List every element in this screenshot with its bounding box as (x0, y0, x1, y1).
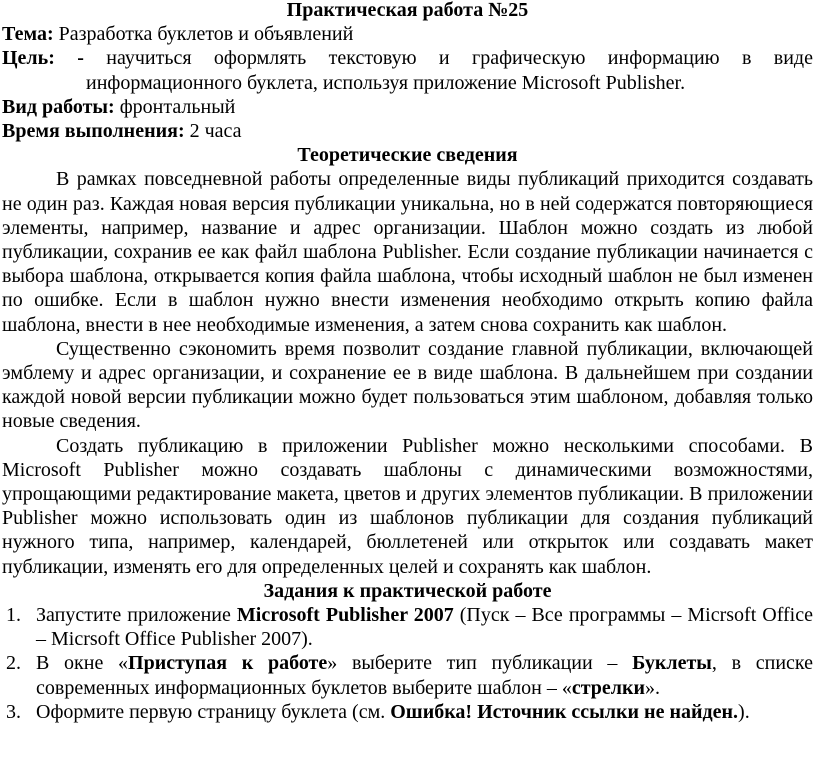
task-text-part: ). (738, 700, 750, 723)
task-text-part: , в списке современных информационных буклетов выберите шаблон – « (36, 652, 814, 699)
task-text-part: (Пуск – Все программы – Micrsoft Office – Micrsoft Office Publisher 2007). (36, 604, 813, 651)
work-type-line (2, 95, 813, 119)
task-text (36, 651, 813, 699)
task-number: 2. (6, 652, 21, 675)
document-title: Практическая работа №25 (286, 0, 529, 21)
duration-line (2, 119, 813, 143)
topic-value: Разработка буклетов и объявлений (53, 23, 354, 46)
task-text-part: Оформите первую страницу буклета (см. (36, 700, 391, 723)
task-bold-part: Буклеты (632, 652, 712, 675)
work-type-value: фронтальный (114, 95, 236, 118)
task-bold-part: Приступая к работе (128, 652, 328, 675)
goal-dash: - (54, 47, 107, 70)
task-item (2, 603, 813, 651)
document-page (2, 0, 813, 724)
tasks-list (2, 603, 813, 724)
task-text-part: » выберите тип публикации – (327, 652, 633, 675)
theory-paragraph: В рамках повседневной работы определенные виды публикаций приходится создавать не один раз. Каждая новая версия публикации уникальна, но в ней содержатся повторяющиеся элементы, например, название и адрес организации. Шаблон можно создать из любой публикации, сохранив ее как файл шаблона Publisher. Если создание публикации начинается с выбора шаблона, открывается копия файла шаблона, чтобы исходный шаблон не был изменен по ошибке. Если в шаблон нужно внести изменения необходимо открыть копию файла шаблона, внести в нее необходимые изменения, а затем снова сохранить как шаблон. (2, 168, 813, 336)
task-number: 3. (6, 700, 21, 723)
goal-value: научиться оформлять текстовую и графическую информацию в виде информационного буклета, используя приложение Microsoft Publisher. (86, 47, 813, 94)
goal-line (2, 46, 813, 94)
task-bold-part: Microsoft Publisher 2007 (236, 604, 454, 627)
task-text-part: В окне « (36, 652, 129, 675)
task-text-part: ». (645, 676, 661, 699)
task-text (36, 700, 813, 724)
tasks-heading: Задания к практической работе (263, 579, 552, 602)
topic-label: Тема: (2, 23, 54, 46)
task-text-part: Запустите приложение (36, 604, 237, 627)
task-text (36, 603, 813, 651)
task-item (2, 651, 813, 699)
duration-value: 2 часа (184, 120, 242, 143)
theory-paragraph: Существенно сэкономить время позволит создание главной публикации, включающей эмблему и адрес организации, и сохранение ее в виде шаблона. В дальнейшем при создании каждой новой версии публикации можно будет пользоваться этим шаблоном, добавляя только новые сведения. (2, 337, 813, 433)
duration-label: Время выполнения: (2, 120, 185, 143)
theory-heading: Теоретические сведения (297, 144, 518, 167)
theory-paragraph: Создать публикацию в приложении Publisher можно несколькими способами. В Microsoft Publisher можно создавать шаблоны с динамическими возможностями, упрощающими редактирование макета, цветов и других элементов публикации. В приложении Publisher можно использовать один из шаблонов публикации для создания публикаций нужного типа, например, календарей, бюллетеней или открыток или создавать макет публикации, изменять его для определенных целей и сохранять как шаблон. (2, 434, 813, 578)
task-bold-part: стрелки (571, 676, 646, 699)
task-error-reference: Ошибка! Источник ссылки не найден. (390, 700, 739, 723)
topic-line (2, 22, 813, 46)
task-number: 1. (6, 604, 21, 627)
task-item (2, 700, 813, 724)
goal-label: Цель: (2, 47, 55, 70)
work-type-label: Вид работы: (2, 95, 115, 118)
